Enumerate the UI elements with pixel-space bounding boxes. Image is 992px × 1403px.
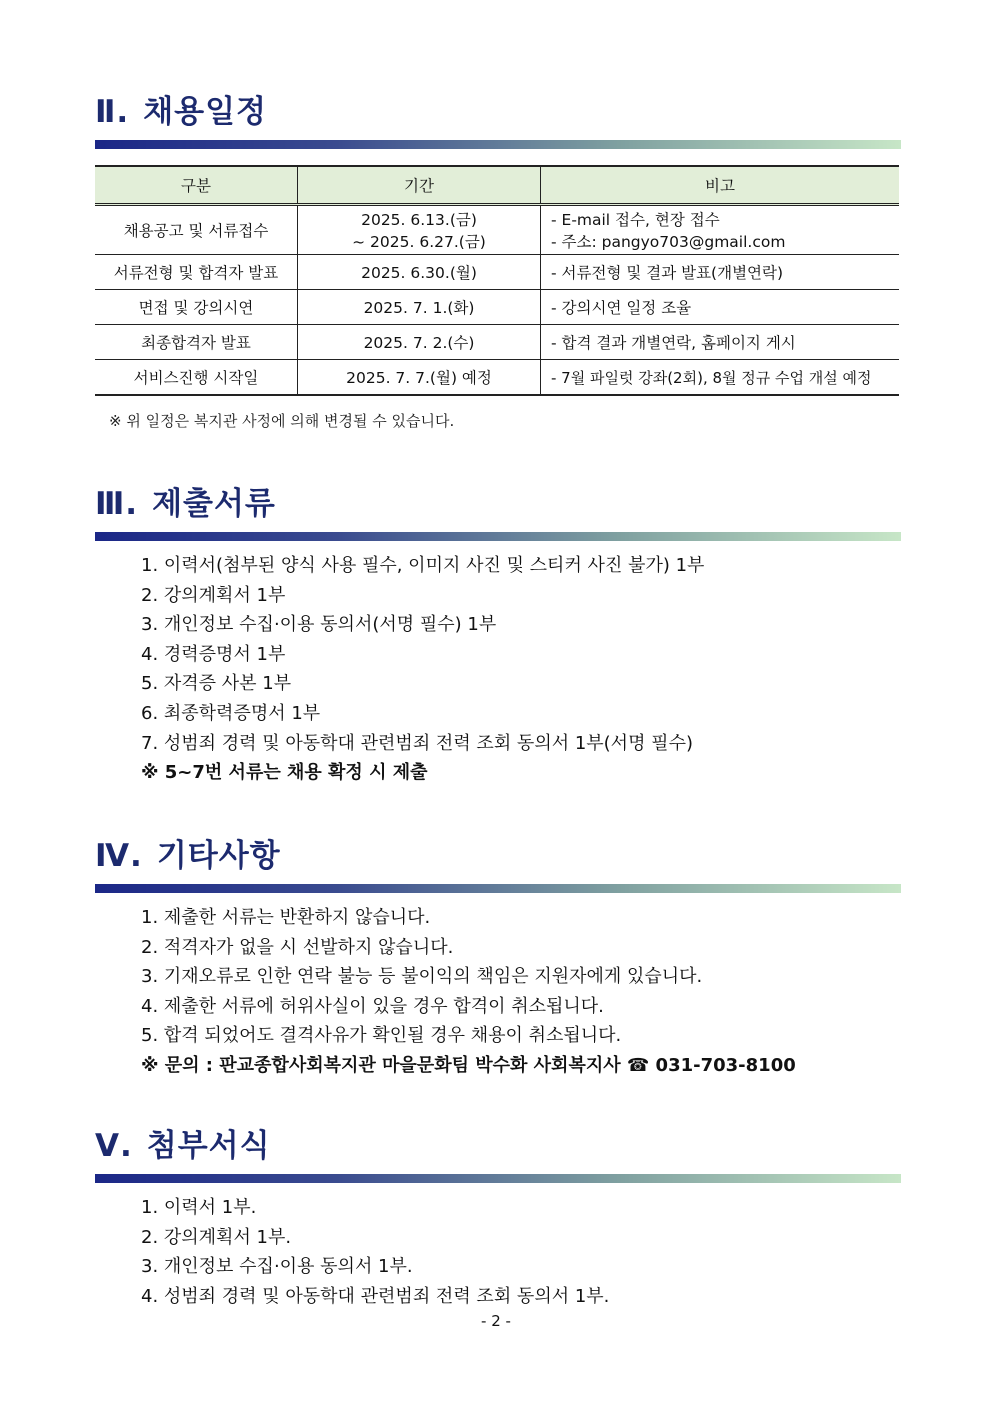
section-heading: Ⅴ. 첨부서식 xyxy=(95,1128,271,1164)
list-item: 4. 제출한 서류에 허위사실이 있을 경우 합격이 취소됩니다. xyxy=(141,995,604,1017)
list-item: 2. 적격자가 없을 시 선발하지 않습니다. xyxy=(141,936,454,958)
table-cell: 면접 및 강의시연 xyxy=(95,290,298,325)
table-cell: 서비스진행 시작일 xyxy=(95,360,298,396)
list-item: 5. 자격증 사본 1부 xyxy=(141,673,292,695)
table-row xyxy=(95,290,899,325)
list-item: 4. 성범죄 경력 및 아동학대 관련범죄 전력 조회 동의서 1부. xyxy=(141,1285,610,1307)
list-item: 6. 최종학력증명서 1부 xyxy=(141,702,321,724)
table-cell: - 강의시연 일정 조율 xyxy=(541,290,900,325)
table-row xyxy=(95,360,899,396)
table-header-row xyxy=(95,166,899,205)
table-cell: 2025. 6.30.(월) xyxy=(298,255,541,290)
table-cell: - 서류전형 및 결과 발표(개별연락) xyxy=(541,255,900,290)
table-cell: 2025. 6.13.(금) ~ 2025. 6.27.(금) xyxy=(298,205,541,255)
section-schedule xyxy=(95,90,901,431)
table-cell: - 7월 파일럿 강좌(2회), 8월 정규 수업 개설 예정 xyxy=(541,360,900,396)
list-item: 2. 강의계획서 1부 xyxy=(141,584,286,606)
documents-note: ※ 5~7번 서류는 채용 확정 시 제출 xyxy=(141,762,428,784)
section-heading: Ⅱ. 채용일정 xyxy=(95,94,267,130)
list-item: 1. 이력서(첨부된 양식 사용 필수, 이미지 사진 및 스티커 사진 불가) 1부 xyxy=(141,555,705,576)
table-cell: 서류전형 및 합격자 발표 xyxy=(95,255,298,290)
table-cell: 최종합격자 발표 xyxy=(95,325,298,360)
schedule-table xyxy=(95,165,899,396)
section-attachments xyxy=(95,1124,901,1311)
list-item: 5. 합격 되었어도 결격사유가 확인될 경우 채용이 취소됩니다. xyxy=(141,1025,622,1047)
section-divider xyxy=(95,884,901,893)
list-item: 4. 경력증명서 1부 xyxy=(141,643,286,665)
section-other xyxy=(95,834,901,1081)
table-header: 기간 xyxy=(298,166,541,205)
other-list xyxy=(141,903,901,1081)
table-cell: 채용공고 및 서류접수 xyxy=(95,205,298,255)
table-cell: - E-mail 접수, 현장 접수 - 주소: pangyo703@gmail.com xyxy=(541,205,900,255)
section-heading: Ⅲ. 제출서류 xyxy=(95,486,276,522)
section-divider xyxy=(95,1174,901,1183)
list-item: 1. 이력서 1부. xyxy=(141,1197,257,1218)
attachments-list xyxy=(141,1193,901,1311)
table-row xyxy=(95,205,899,255)
page-number: - 2 - xyxy=(481,1312,511,1330)
documents-list xyxy=(141,551,901,788)
list-item: 1. 제출한 서류는 반환하지 않습니다. xyxy=(141,907,431,928)
section-divider xyxy=(95,532,901,541)
table-header: 비고 xyxy=(541,166,900,205)
section-documents xyxy=(95,482,901,788)
section-heading: Ⅳ. 기타사항 xyxy=(95,838,281,874)
table-row xyxy=(95,255,899,290)
table-cell: 2025. 7. 7.(월) 예정 xyxy=(298,360,541,396)
table-cell: 2025. 7. 2.(수) xyxy=(298,325,541,360)
list-item: 2. 강의계획서 1부. xyxy=(141,1226,292,1248)
list-item: 3. 개인정보 수집·이용 동의서 1부. xyxy=(141,1256,413,1278)
section-divider xyxy=(95,140,901,149)
list-item: 3. 개인정보 수집·이용 동의서(서명 필수) 1부 xyxy=(141,614,497,636)
list-item: 3. 기재오류로 인한 연락 불능 등 불이익의 책임은 지원자에게 있습니다. xyxy=(141,966,703,988)
list-item: 7. 성범죄 경력 및 아동학대 관련범죄 전력 조회 동의서 1부(서명 필수) xyxy=(141,732,693,754)
schedule-note: ※ 위 일정은 복지관 사정에 의해 변경될 수 있습니다. xyxy=(109,412,455,430)
table-header: 구분 xyxy=(95,166,298,205)
table-cell: 2025. 7. 1.(화) xyxy=(298,290,541,325)
table-cell: - 합격 결과 개별연락, 홈페이지 게시 xyxy=(541,325,900,360)
contact-note: ※ 문의 : 판교종합사회복지관 마을문화팀 박수화 사회복지사 ☎ 031-703-8100 xyxy=(141,1054,796,1076)
table-row xyxy=(95,325,899,360)
